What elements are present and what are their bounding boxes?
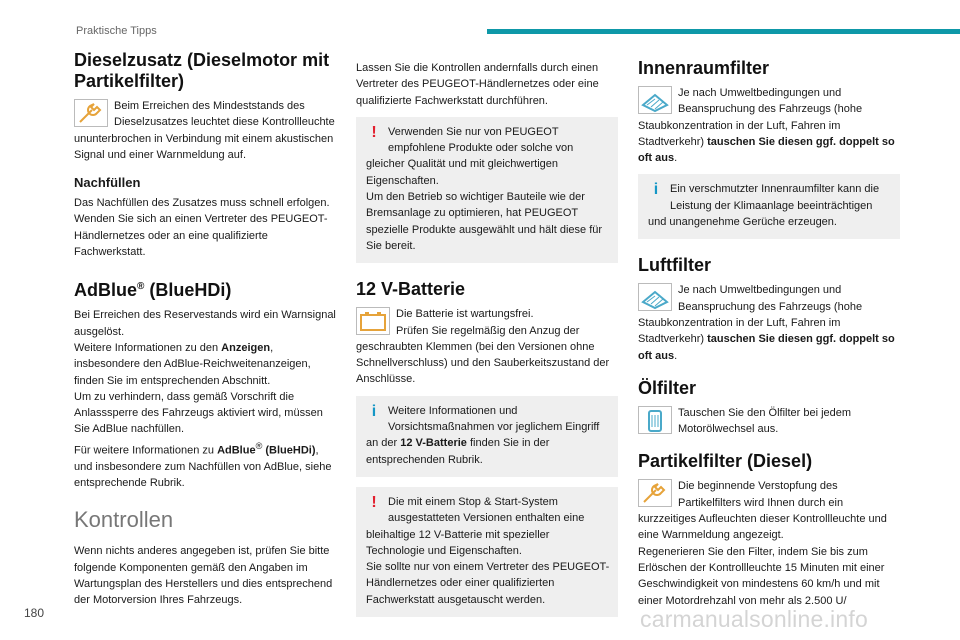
info-icon: i [653,181,659,199]
paragraph-adblue-1: Bei Erreichen des Reservestands wird ein Warnsignal ausgelöst. [74,309,336,338]
paragraph-kontrollen: Wenn nichts anderes angegeben ist, prüfen Sie bitte folgende Komponenten gemäß den Angaben im Wartungsplan des Herstellers und dies entsprechend der Motorversion Ihres Fahrzeugs. [74,545,333,607]
paragraph-adblue-3: Um zu verhindern, dass gemäß Vorschrift die Anlasssperre des Fahrzeugs aktiviert wird, müssen Sie AdBlue nachfüllen. [74,390,323,436]
heading-dieselzusatz: Dieselzusatz (Dieselmotor mit Partikelfilter) [74,50,330,91]
info-note-innenraumfilter: i Ein verschmutzter Innenraumfilter kann die Leistung der Klimaanlage beeinträchtigen und unangenehme Gerüche erzeugen. [638,174,900,239]
oil-filter-icon [638,406,672,434]
wrench-warning-icon [74,99,108,127]
paragraph-partikelfilter-2: Regenerieren Sie den Filter, indem Sie bis zum Erlöschen der Kontrollleuchte 15 Minuten mit einer Geschwindigkeit von mindestens 60 km/h und mit einer Motordrehzahl von mehr als 2.500 U/ [638,545,885,607]
heading-batterie: 12 V-Batterie [356,279,466,300]
paragraph-luftfilter: Je nach Umweltbedingungen und Beanspruchung des Fahrzeugs (hohe Staubkonzentration in der Luft, Fahren im Stadtverkehr) tauschen Sie diesen ggf. doppelt so oft aus. [638,284,895,362]
paragraph-innenraumfilter: Je nach Umweltbedingungen und Beanspruchung des Fahrzeugs (hohe Staubkonzentration in der Luft, Fahren im Stadtverkehr) tauschen Sie diesen ggf. doppelt so oft aus. [638,87,895,165]
cabin-filter-icon [638,86,672,114]
heading-partikelfilter: Partikelfilter (Diesel) [638,451,813,472]
paragraph-adblue-4: Für weitere Informationen zu AdBlue® (BlueHDi), und insbesondere zum Nachfüllen von AdBlue, siehe entsprechende Rubrik. [74,440,332,489]
column-2 [356,60,618,617]
info-icon: i [371,402,377,420]
wrench-warning-icon [638,479,672,507]
heading-kontrollen: Kontrollen [74,507,174,533]
column-1 [74,50,336,608]
heading-nachfuellen: Nachfüllen [74,175,141,191]
header-accent-bar [487,29,960,34]
info-note-battery: i Weitere Informationen und Vorsichtsmaßnahmen vor jeglichem Eingriff an der 12 V-Batterie finden Sie in der entsprechenden Rubrik. [356,396,618,477]
warning-note-stopstart: ! Die mit einem Stop & Start-System ausgestatteten Versionen enthalten eine bleihaltige 12 V-Batterie mit spezieller Technologie und Eigenschaften. Sie sollte nur von einem Vertreter des PEUGEOT-Händlernetzes oder einer qualifizierten Fachwerkstatt ausgetauscht werden. [356,487,618,617]
heading-adblue: AdBlue® (BlueHDi) [74,280,232,301]
column-3 [638,58,900,609]
running-header: Praktische Tipps [76,25,157,37]
heading-luftfilter: Luftfilter [638,255,711,276]
paragraph-nachfuellen: Das Nachfüllen des Zusatzes muss schnell erfolgen. Wenden Sie sich an einen Vertreter des PEUGEOT-Händlernetzes oder an eine qualifizierte Fachwerkstatt. [74,197,330,259]
heading-oelfilter: Ölfilter [638,377,697,398]
heading-innenraumfilter: Innenraumfilter [638,58,770,78]
watermark: carmanualsonline.info [640,606,868,632]
warning-exclamation-icon: ! [371,493,377,511]
paragraph-partikelfilter-1: Die beginnende Verstopfung des Partikelfilters wird Ihnen durch ein kurzzeitiges Aufleuchten dieser Kontrollleuchte und eine Warnmeldung angezeigt. [638,480,887,542]
warning-exclamation-icon: ! [371,123,377,141]
paragraph-batterie: Die Batterie ist wartungsfrei. Prüfen Sie regelmäßig den Anzug der geschraubten Klemmen (bei den Versionen ohne Schnellverschluss) und den Sauberkeitszustand der Anschlüsse. [356,308,610,386]
battery-icon [356,307,390,335]
warning-note-products: ! Verwenden Sie nur von PEUGEOT empfohlene Produkte oder solche von gleicher Qualität und mit gleichwertigen Eigenschaften. Um den Betrieb so wichtiger Bauteile wie der Bremsanlage zu optimieren, hat PEUGEOT spezielle Produkte ausgewählt und hält diese für Sie bereit. [356,117,618,263]
paragraph-dieselzusatz: Beim Erreichen des Mindeststands des Dieselzusatzes leuchtet diese Kontrollleuchte ununterbrochen in Verbindung mit einem akustischen Signal und einer Warnmeldung auf. [74,100,335,161]
paragraph-oelfilter: Tauschen Sie den Ölfilter bei jedem Motorölwechsel aus. [638,405,900,438]
page-number: 180 [24,606,45,620]
paragraph-kontrollen-cont: Lassen Sie die Kontrollen andernfalls durch einen Vertreter des PEUGEOT-Händlernetzes oder eine qualifizierte Fachwerkstatt durchführen. [356,62,599,107]
paragraph-adblue-2: Weitere Informationen zu den Anzeigen, insbesondere den AdBlue-Reichweitenanzeigen, finden Sie im entsprechenden Abschnitt. [74,341,311,387]
air-filter-icon [638,283,672,311]
